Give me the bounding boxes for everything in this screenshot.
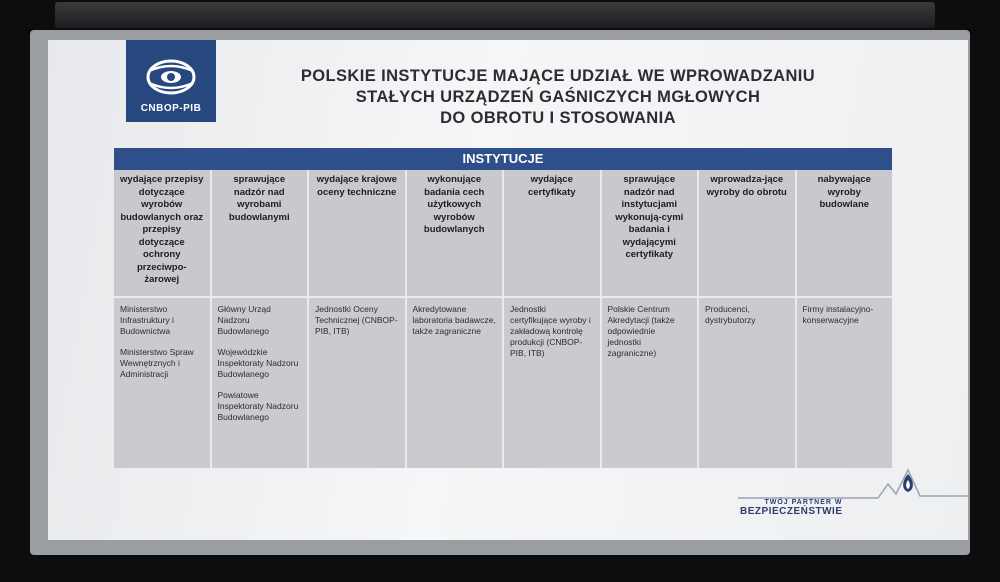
column-body (797, 296, 893, 468)
institution-entry: Ministerstwo Spraw Wewnętrznych i Administracji (120, 347, 194, 379)
table-column (114, 170, 212, 468)
institution-entry: Wojewódzkie Inspektoraty Nadzoru Budowlanego (217, 347, 299, 379)
column-body (309, 296, 405, 468)
column-header: wydające krajowe oceny techniczne (309, 170, 405, 296)
column-body (699, 296, 795, 468)
slide-title (228, 66, 888, 129)
table-column (212, 170, 310, 468)
column-header: sprawujące nadzór nad wyrobami budowlanymi (212, 170, 308, 296)
institution-entry: Firmy instalacyjno-konserwacyjne (802, 304, 874, 325)
projector-screen-bar (55, 2, 935, 28)
column-body (114, 296, 210, 468)
institution-entry: Jednostki Oceny Technicznej (CNBOP-PIB, ITB) (315, 304, 398, 336)
institution-entry: Producenci, dystrybutorzy (705, 304, 756, 325)
column-header: nabywające wyroby budowlane (797, 170, 893, 296)
institution-entry: Główny Urząd Nadzoru Budowlanego (217, 304, 271, 336)
table-header: INSTYTUCJE (114, 148, 892, 170)
institution-entry: Jednostki certyfikujące wyroby i zakładową kontrolę produkcji (CNBOP-PIB, ITB) (510, 304, 591, 358)
title-line-3: DO OBROTU I STOSOWANIA (440, 109, 676, 127)
institution-entry: Polskie Centrum Akredytacji (także odpowiednie jednostki zagraniczne) (607, 304, 675, 358)
column-header: wykonujące badania cech użytkowych wyrobów budowlanych (407, 170, 503, 296)
table-column (504, 170, 602, 468)
table-column (797, 170, 893, 468)
logo-text: CNBOP-PIB (140, 103, 202, 114)
column-body (212, 296, 308, 468)
column-header: wprowadza-jące wyroby do obrotu (699, 170, 795, 296)
column-body (504, 296, 600, 468)
slide (48, 40, 968, 540)
table-columns (114, 170, 892, 468)
table-column (309, 170, 407, 468)
institutions-table (114, 148, 892, 468)
title-line-2: STAŁYCH URZĄDZEŃ GAŚNICZYCH MGŁOWYCH (355, 88, 761, 106)
tagline-big: BEZPIECZEŃSTWIE (740, 506, 843, 517)
cnbop-logo (126, 40, 216, 122)
tagline-small: TWÓJ PARTNER W (764, 499, 843, 506)
column-header: sprawujące nadzór nad instytucjami wykonują-cymi badania i wydającymi certyfikaty (602, 170, 698, 296)
table-column (699, 170, 797, 468)
institution-entry: Akredytowane laboratoria badawcze, także zagraniczne (412, 304, 496, 336)
cnbop-emblem-icon (145, 57, 197, 97)
table-column (407, 170, 505, 468)
column-body (407, 296, 503, 468)
tagline (740, 499, 843, 517)
institution-entry: Ministerstwo Infrastruktury i Budownictwa (120, 304, 174, 336)
title-line-1: POLSKIE INSTYTUCJE MAJĄCE UDZIAŁ WE WPROWADZANIU (300, 67, 816, 85)
institution-entry: Powiatowe Inspektoraty Nadzoru Budowlanego (217, 390, 299, 422)
column-header: wydające przepisy dotyczące wyrobów budowlanych oraz przepisy dotyczące ochrony przeciwpo-żarowej (114, 170, 210, 296)
column-header: wydające certyfikaty (504, 170, 600, 296)
pulse-line-icon (738, 466, 968, 500)
column-body (602, 296, 698, 468)
table-column (602, 170, 700, 468)
